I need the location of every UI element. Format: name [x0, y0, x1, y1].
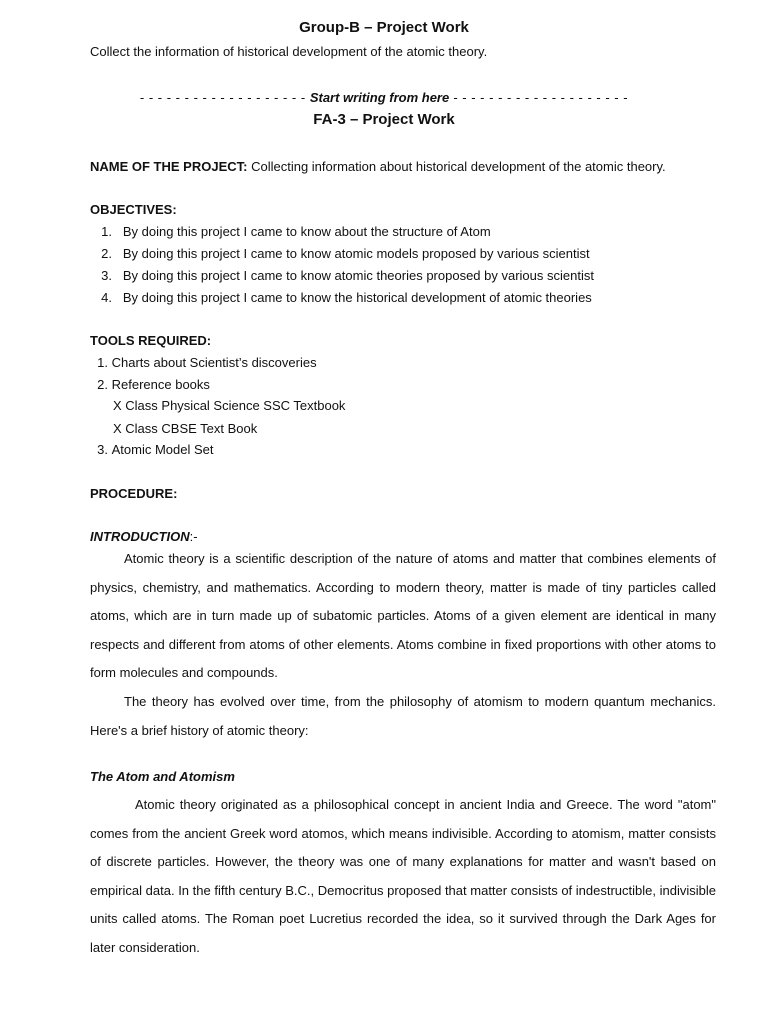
objective-number: 1.	[101, 224, 112, 239]
objective-text: By doing this project I came to know atomic models proposed by various scientist	[122, 246, 590, 261]
tool-item-3	[86, 442, 214, 458]
introduction-suffix: :-	[189, 529, 198, 544]
fa3-title: FA-3 – Project Work	[313, 111, 455, 128]
project-name-label: NAME OF THE PROJECT:	[90, 159, 248, 174]
divider-dashes-left: - - - - - - - - - - - - - - - - - - -	[139, 90, 306, 105]
tool-number: 3.	[97, 442, 108, 457]
introduction-label: INTRODUCTION	[90, 529, 190, 544]
procedure-heading: PROCEDURE:	[90, 486, 178, 501]
tool-number: 1.	[97, 355, 108, 370]
introduction-paragraph-1: Atomic theory is a scientific description of the nature of atoms and matter that combines elements of physics, chemistry, and mathematics. According to modern theory, matter is made of tiny particles called atoms, which are in turn made up of subatomic particles. Atoms of a given element are identical in many respects and different from atoms of other elements. Atoms combine in fixed proportions with other atoms to form molecules and compounds.	[90, 551, 716, 681]
divider-dashes-right: - - - - - - - - - - - - - - - - - - - -	[453, 90, 629, 105]
atomism-paragraph: Atomic theory originated as a philosophical concept in ancient India and Greece. The word "atom" comes from the ancient Greek word atomos, which means indivisible. According to atomism, matter consists of discrete particles. However, the theory was one of many explanations for matter and wasn't based on empirical data. In the fifth century B.C., Democritus proposed that matter consists of indestructible, indivisible units called atoms. The Roman poet Lucretius recorded the idea, so it survived through the Dark Ages for later consideration.	[90, 797, 716, 955]
tool-number: 2.	[97, 377, 108, 392]
tool-item-1	[86, 355, 317, 371]
tool-subitem-2: X Class CBSE Text Book	[113, 421, 258, 436]
page-title: Group-B – Project Work	[299, 19, 469, 36]
objective-item-2	[78, 246, 590, 262]
objective-item-1	[78, 224, 491, 240]
tool-text: Reference books	[111, 377, 210, 392]
objective-text: By doing this project I came to know about the structure of Atom	[122, 224, 491, 239]
project-name-value: Collecting information about historical development of the atomic theory.	[251, 159, 666, 174]
tool-text: Charts about Scientist’s discoveries	[111, 355, 317, 370]
objective-number: 3.	[101, 268, 112, 283]
objective-text: By doing this project I came to know atomic theories proposed by various scientist	[122, 268, 594, 283]
objective-item-3	[78, 268, 594, 284]
objective-item-4	[78, 290, 592, 306]
task-description: Collect the information of historical development of the atomic theory.	[90, 44, 488, 59]
divider-label: Start writing from here	[309, 90, 450, 105]
objective-text: By doing this project I came to know the historical development of atomic theories	[122, 290, 592, 305]
introduction-heading	[90, 529, 198, 545]
project-name	[90, 159, 666, 175]
introduction-paragraph-2: The theory has evolved over time, from the philosophy of atomism to modern quantum mechanics. Here's a brief history of atomic theory:	[90, 694, 716, 738]
start-writing-divider	[0, 90, 768, 106]
tools-heading: TOOLS REQUIRED:	[90, 333, 212, 348]
tool-subitem-1: X Class Physical Science SSC Textbook	[113, 398, 346, 413]
tool-text: Atomic Model Set	[111, 442, 214, 457]
tool-item-2	[86, 377, 210, 393]
atomism-heading: The Atom and Atomism	[90, 769, 235, 784]
objective-number: 4.	[101, 290, 112, 305]
objective-number: 2.	[101, 246, 112, 261]
objectives-heading: OBJECTIVES:	[90, 202, 177, 217]
